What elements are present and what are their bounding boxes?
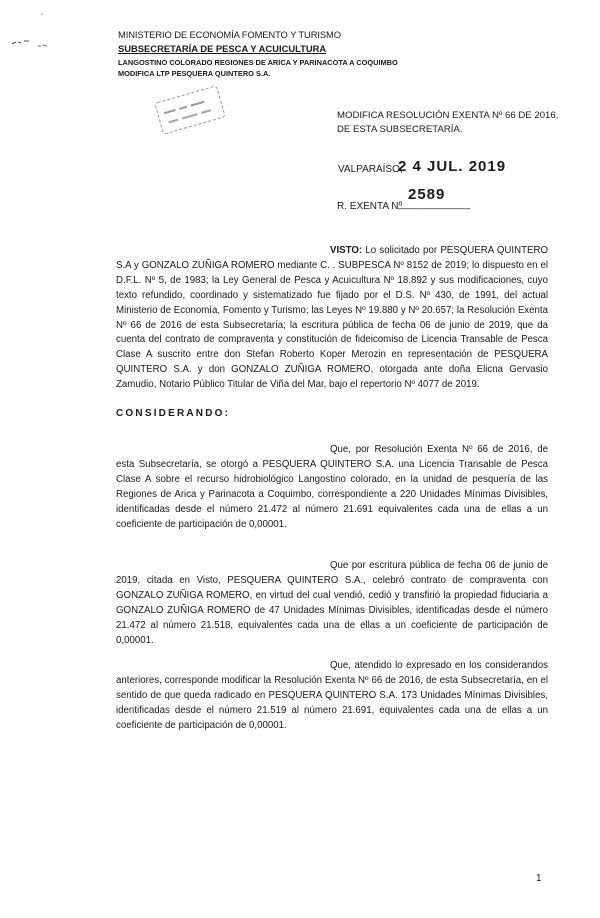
modification-heading: MODIFICA LTP PESQUERA QUINTERO S.A. xyxy=(118,69,271,78)
considerando-text-1: Que, por Resolución Exenta Nº 66 de 2016, de esta Subsecretaría, se otorgó a PESQUERA QUINTERO S.A. una Licencia Transable de Pesca Clase A sobre el recurso hidrobiológico Langostino colorado, en la unidad de pesquería de las Regiones de Arica y Parinacota a Coquimbo, correspondiente a 220 Unidades Mínimas Divisibles, identificadas desde el número 21.472 al número 21.691 equivalentes cada una de ellas a un coeficiente de participación de 0,00001. xyxy=(116,444,548,530)
considerando-text-2: Que por escritura pública de fecha 06 de junio de 2019, citada en Visto, PESQUERA QUINTERO S.A., celebró contrato de compraventa con GONZALO ZUÑIGA ROMERO, en virtud del cual vendió, cedió y transfirió la propiedad fiduciaria a GONZALO ZUÑIGA ROMERO de 47 Unidades Mínimas Divisibles, identificadas desde el número 21.472 al número 21.518, equivalentes cada una de ellas a un coeficiente de participación de 0,00001. xyxy=(116,560,548,646)
ministry-heading: MINISTERIO DE ECONOMÍA FOMENTO Y TURISMO xyxy=(118,29,341,40)
exenta-blank-line: _____________ xyxy=(398,199,471,210)
considerando-title: CONSIDERANDO: xyxy=(116,408,231,419)
place-label: VALPARAÍSO, xyxy=(338,164,403,175)
exenta-label: R. EXENTA Nº xyxy=(337,201,403,212)
considerando-paragraph-1 xyxy=(116,443,548,532)
considerando-paragraph-3 xyxy=(116,659,548,734)
scan-marks-icon xyxy=(6,6,56,56)
visto-label: VISTO: xyxy=(330,245,363,256)
resolution-date: 2 4 JUL. 2019 xyxy=(398,158,507,175)
fishery-heading: LANGOSTINO COLORADO REGIONES DE ARICA Y PARINACOTA A COQUIMBO xyxy=(118,58,398,67)
considerando-text-3: Que, atendido lo expresado en los considerandos anteriores, corresponde modificar la Resolución Exenta Nº 66 de 2016, de esta Subsecretaría, en el sentido de que queda radicado en PESQUERA QUINTERO S.A. 173 Unidades Mínimas Divisibles, identificadas desde el número 21.519 al número 21.691, equivalentes cada una de ellas a un coeficiente de participación de 0,00001. xyxy=(116,660,548,731)
visto-text: Lo solicitado por PESQUERA QUINTERO S.A y GONZALO ZUÑIGA ROMERO mediante C. . SUBPESCA Nº 8152 de 2019; lo dispuesto en el D.F.L. Nº 5, de 1983; la Ley General de Pesca y Acuicultura Nº 18.892 y sus modificaciones, cuyo texto refundido, coordinado y sistematizado fue fijado por el D.S. Nº 430, de 1991, del actual Ministerio de Economía, Fomento y Turismo; las Leyes Nº 19.880 y Nº 20.657; la Resolución Exenta Nº 66 de 2016 de esta Subsecretaría; la escritura pública de fecha 06 de junio de 2019, que da cuenta del contrato de compraventa y constitución de fideicomiso de Licencia Transable de Pesca Clase A suscrito entre don Stefan Roberto Koper Merozin en representación de PESQUERA QUINTERO S.A. y don GONZALO ZUÑIGA ROMERO, otorgada ante doña Elicna Gervasio Zamudio, Notario Público Titular de Viña del Mar, bajo el repertorio Nº 4077 de 2019. xyxy=(116,245,548,391)
visto-paragraph xyxy=(116,244,548,393)
reference-line-2: DE ESTA SUBSECRETARÍA. xyxy=(337,124,463,135)
subsecretaria-heading: SUBSECRETARÍA DE PESCA Y ACUICULTURA xyxy=(118,43,327,54)
considerando-paragraph-2 xyxy=(116,559,548,648)
exenta-number: 2589 xyxy=(408,186,446,203)
page-number: 1 xyxy=(536,873,542,884)
reference-line-1: MODIFICA RESOLUCIÓN EXENTA Nº 66 DE 2016. xyxy=(337,110,559,121)
received-stamp-icon xyxy=(152,83,227,136)
